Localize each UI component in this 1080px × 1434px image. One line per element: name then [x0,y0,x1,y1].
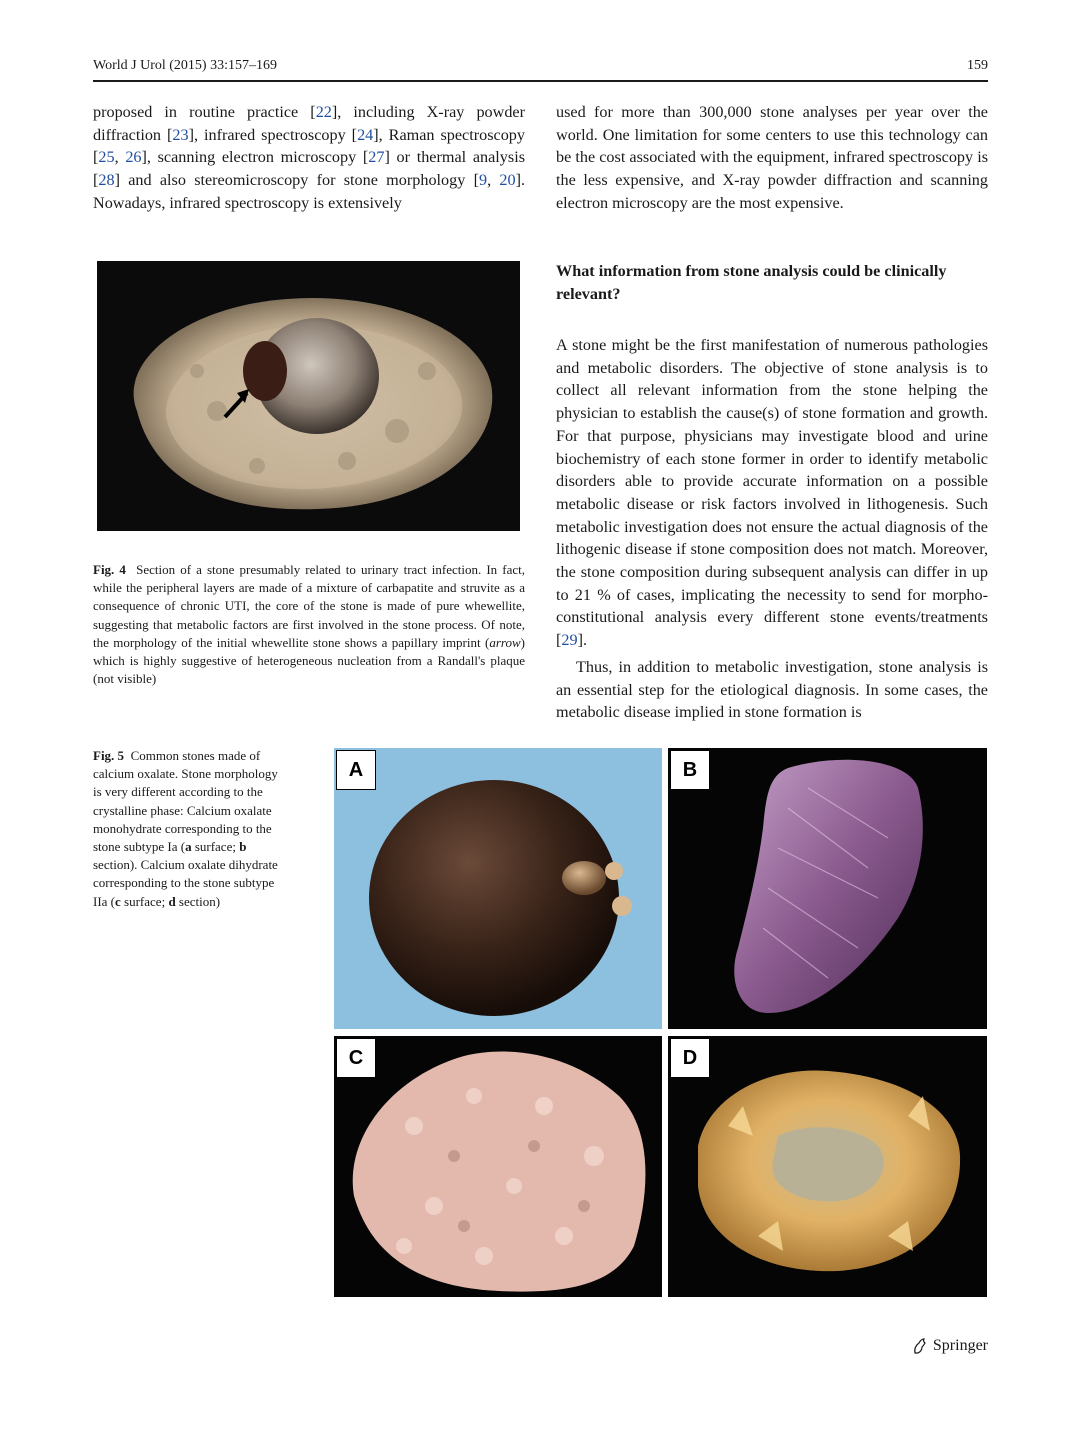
citation-link[interactable]: 9 [478,171,488,190]
header-rule [93,80,988,82]
panel-label-b: B [670,750,710,790]
right-column-text: used for more than 300,000 stone analyses per year over the world. One limitation for some centers to use this technology can be the cost associated with the equipment, infrared spectroscopy is the less expensive, and X-ray powder diffraction and scanning electron microscopy are the most expensive. [556,103,988,212]
fig4-stone-section-image [97,261,520,531]
section-body-text: A stone might be the first manifestation of numerous pathologies and metabolic disorders. The objective of stone analysis is to collect all relevant information from the stone helping the physician to establish the cause(s) of stone formation and growth. For that purpose, physicians may investigate blood and urine biochemistry of each stone former in order to identify metabolic disorders able to provide accurate information on a possible metabolic disease or risk factors involved in lithogenesis. Such metabolic investigation does not ensure the actual diagnosis of the lithogenic disease if stone composition does not match. Moreover, the stone composition during subsequent analysis can differ in up to 21 % of cases, implicating the necessity to send for morpho-constitutional analysis every different stone events/treatments [29]. Thus, in addition to metabolic investigation, stone analysis is an essential step for the etiological diagnosis. In some cases, the metabolic disease implied in stone formation is [556,336,988,722]
citation-link[interactable]: 20 [499,171,516,190]
page-number: 159 [967,58,988,73]
springer-horse-icon [911,1337,929,1355]
fig5-caption: Fig. 5 Common stones made of calcium oxalate. Stone morphology is very different according to the crystalline phase: Calcium oxalate monohydrate corresponding to the stone subtype Ia (a surface; b section). Calcium oxalate dihydrate corresponding to the stone subtype IIa (c surface; d section) [93,748,278,909]
citation-link[interactable]: 28 [98,171,115,190]
panel-label-c: C [336,1038,376,1078]
citation-link[interactable]: 23 [172,125,189,144]
fig4-caption: Fig. 4 Section of a stone presumably related to urinary tract infection. In fact, while the peripheral layers are made of a mixture of carbapatite and struvite as a consequence of chronic UTI, the core of the stone is made of pure whewellite, suggesting that metabolic factors are first involved in the stone process. Of note, the morphology of the initial whewellite stone shows a papillary imprint (arrow) which is highly suggestive of heterogeneous nucleation from a Randall's plaque (not visible) [93,562,525,687]
citation-link[interactable]: 27 [368,148,385,167]
panel-label-a: A [336,750,376,790]
fig4-label: Fig. 4 [93,562,126,577]
running-header-journal: World J Urol (2015) 33:157–169 [93,58,277,73]
fig5-panel-c-image [334,1036,662,1297]
panel-label-d: D [670,1038,710,1078]
citation-link[interactable]: 29 [561,631,578,650]
section-heading: What information from stone analysis could be clinically relevant? [556,262,947,303]
citation-link[interactable]: 22 [315,103,332,121]
citation-link[interactable]: 26 [125,148,142,167]
citation-link[interactable]: 25 [98,148,115,167]
left-column-text: proposed in routine practice [22], including X-ray powder diffraction [23], infrared spectroscopy [24], Raman spectroscopy [25, 26], scanning electron microscopy [27] or thermal analysis [28] and also stereomicroscopy for stone morphology [9, 20]. Nowadays, infrared spectroscopy is extensively [93,103,525,212]
citation-link[interactable]: 24 [357,125,374,144]
publisher-name: Springer [932,1337,988,1354]
fig5-panel-d-image [668,1036,987,1297]
publisher-logo [908,1334,988,1358]
fig5-panel-b-image [668,748,987,1029]
fig5-panel-a-image [334,748,662,1029]
fig5-label: Fig. 5 [93,748,125,763]
